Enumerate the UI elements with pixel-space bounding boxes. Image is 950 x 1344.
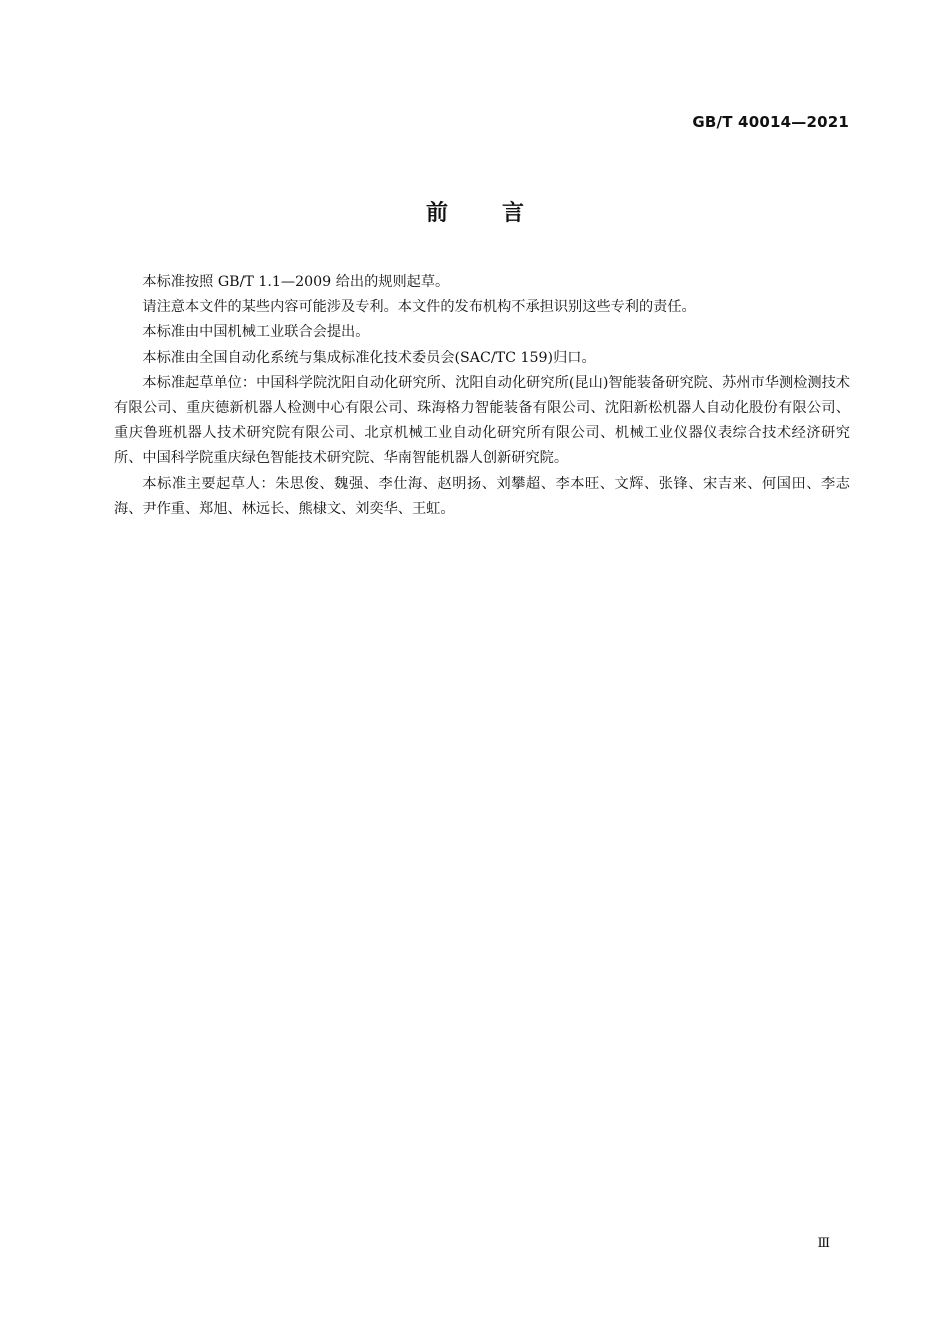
page-title: 前言: [425, 201, 578, 226]
paragraph-proposer: 本标准由中国机械工业联合会提出。: [142, 324, 370, 341]
standard-code: GB/T 40014—2021: [692, 113, 849, 131]
paragraph-drafters: 本标准主要起草人：朱思俊、魏强、李仕海、赵明扬、刘攀超、李本旺、文辉、张锋、宋吉来、何国田、李志海、尹作重、郑旭、林远长、熊棣文、刘奕华、王虹。: [114, 475, 850, 517]
foreword-body: [114, 270, 850, 522]
paragraph-patent-notice: 请注意本文件的某些内容可能涉及专利。本文件的发布机构不承担识别这些专利的责任。: [142, 299, 696, 316]
paragraph-drafting-units: 本标准起草单位：中国科学院沈阳自动化研究所、沈阳自动化研究所(昆山)智能装备研究院、苏州市华测检测技术有限公司、重庆德新机器人检测中心有限公司、珠海格力智能装备有限公司、沈阳新松机器人自动化股份有限公司、重庆鲁班机器人技术研究院有限公司、北京机械工业自动化研究所有限公司、机械工业仪器仪表综合技术经济研究所、中国科学院重庆绿色智能技术研究院、华南智能机器人创新研究院。: [114, 374, 850, 467]
paragraph-committee: 本标准由全国自动化系统与集成标准化技术委员会(SAC/TC 159)归口。: [142, 349, 596, 366]
page-number: Ⅲ: [817, 1236, 830, 1251]
paragraph-drafting-rules: 本标准按照 GB/T 1.1—2009 给出的规则起草。: [142, 274, 450, 290]
